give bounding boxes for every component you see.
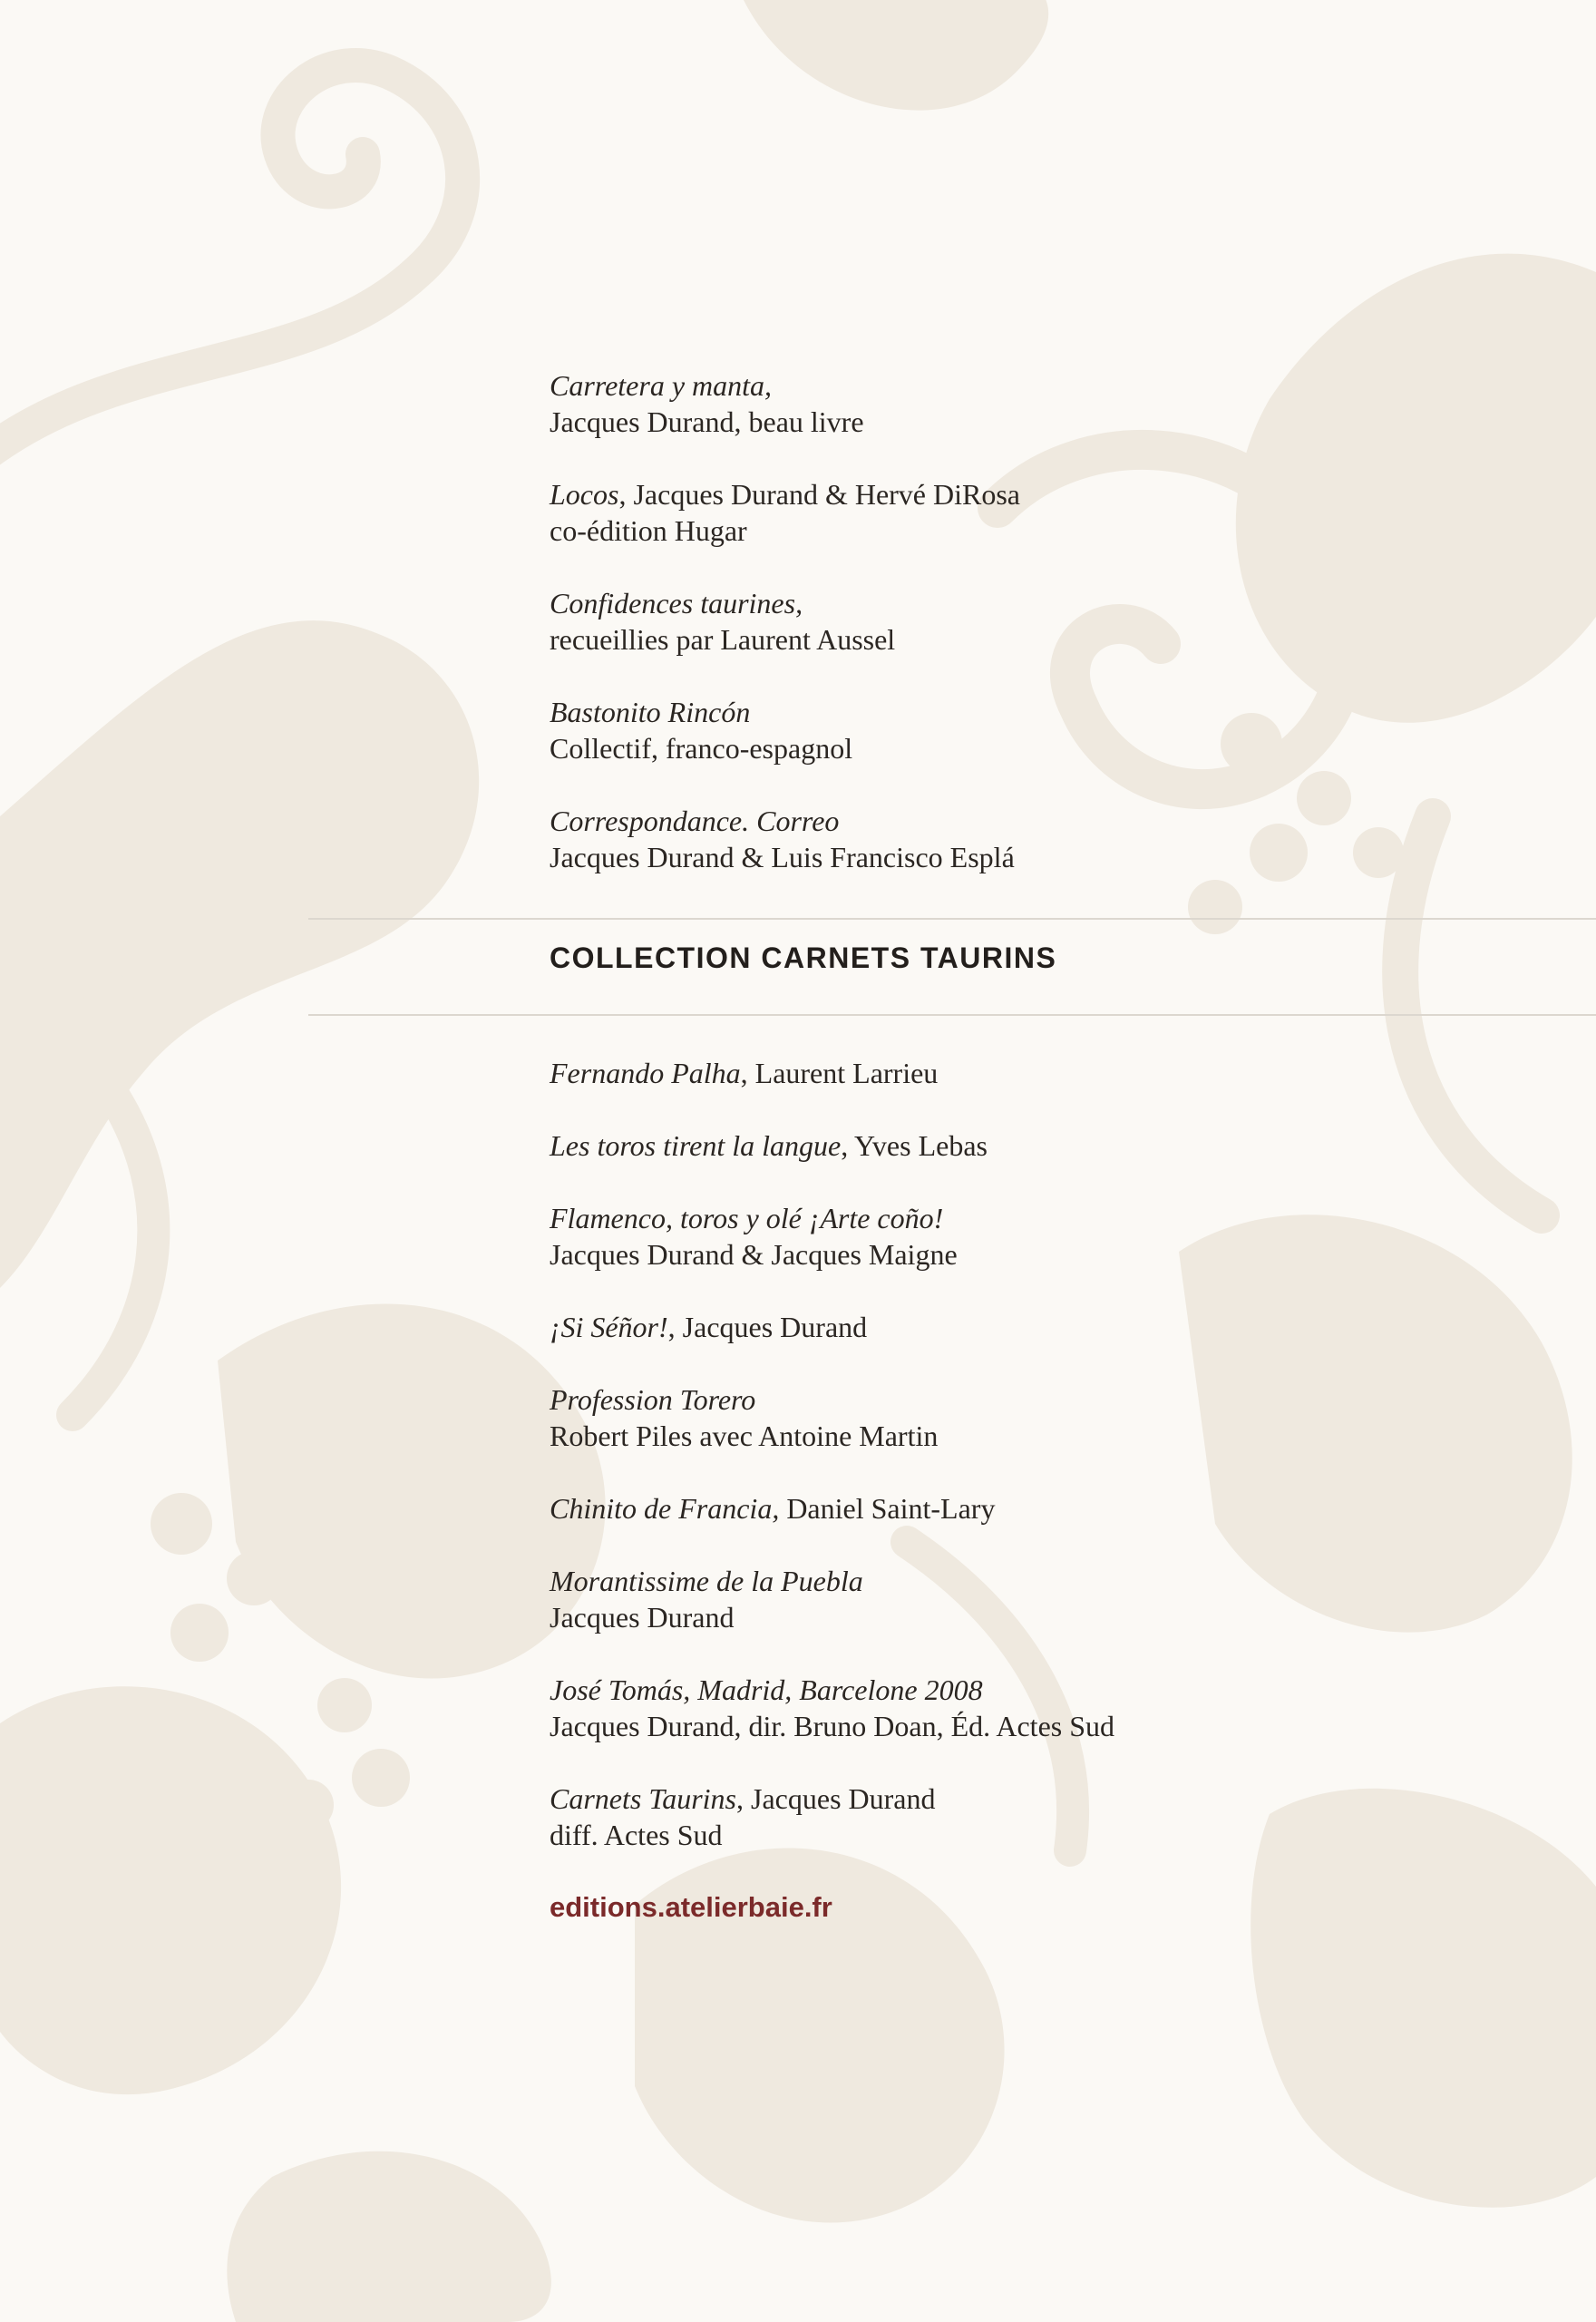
book-entry (550, 803, 1547, 875)
book-title: Correspondance. Correo (550, 805, 840, 837)
book-title-line (550, 1381, 1547, 1418)
book-author: , Jacques Durand (736, 1782, 936, 1815)
collection-book-entry (550, 1381, 1547, 1454)
book-title: ¡Si Séñor! (550, 1311, 668, 1343)
book-title-line (550, 1309, 1547, 1345)
collection-book-entry (550, 1563, 1547, 1635)
book-details: Jacques Durand (550, 1601, 735, 1634)
book-details: Jacques Durand, beau livre (550, 405, 864, 438)
leaf-shape (218, 1304, 606, 1679)
book-title: Flamenco, toros y olé ¡Arte coño! (550, 1202, 944, 1234)
book-title-line (550, 1055, 1547, 1091)
book-title: Les toros tirent la langue (550, 1129, 842, 1162)
collection-book-entry (550, 1127, 1547, 1164)
collection-heading: COLLECTION CARNETS TAURINS (550, 941, 1057, 974)
berry-dot (317, 1678, 372, 1732)
book-details: recueillies par Laurent Aussel (550, 623, 896, 656)
divider-top (308, 918, 1596, 920)
book-title: José Tomás, Madrid, Barcelone 2008 (550, 1673, 983, 1706)
book-title-line (550, 367, 1547, 404)
book-author: , Laurent Larrieu (740, 1057, 939, 1089)
book-title-line (550, 1672, 1547, 1708)
collection-book-entry (550, 1200, 1547, 1273)
divider-bottom (308, 1014, 1596, 1016)
book-entry (550, 367, 1547, 440)
collection-book-entry (550, 1781, 1547, 1853)
berry-dot (83, 972, 134, 1023)
book-title: Chinito de Francia, (550, 1492, 780, 1525)
berry-dot (170, 1604, 229, 1662)
collection-book-entry (550, 1490, 1547, 1527)
berry-dot (352, 1749, 410, 1807)
book-author: , Jacques Durand & Hervé DiRosa (618, 478, 1020, 511)
book-author: , Yves Lebas (841, 1129, 988, 1162)
berry-dot (151, 1493, 212, 1555)
book-author: Daniel Saint-Lary (779, 1492, 996, 1525)
berry-dot (227, 1551, 281, 1605)
book-title: Carnets Taurins (550, 1782, 736, 1815)
collection-book-entry (550, 1672, 1547, 1744)
book-details: diff. Actes Sud (550, 1819, 723, 1851)
book-details: Jacques Durand, dir. Bruno Doan, Éd. Actes Sud (550, 1710, 1115, 1742)
book-title: Carretera y manta, (550, 369, 773, 402)
book-title-line (550, 1781, 1547, 1817)
leaf-shape (0, 1686, 341, 2094)
book-title-line (550, 585, 1547, 621)
book-title: Confidences taurines, (550, 587, 803, 620)
book-entry (550, 585, 1547, 658)
book-entry (550, 476, 1547, 549)
book-title-line (550, 476, 1547, 512)
book-details: Jacques Durand & Jacques Maigne (550, 1238, 958, 1271)
book-details: Collectif, franco-espagnol (550, 732, 853, 765)
collection-book-entry (550, 1055, 1547, 1091)
book-details: Robert Piles avec Antoine Martin (550, 1420, 939, 1452)
book-details: Jacques Durand & Luis Francisco Esplá (550, 841, 1015, 873)
berry-dot (283, 1780, 334, 1830)
website-link[interactable]: editions.atelierbaie.fr (550, 1891, 832, 1923)
leaf-shape (744, 0, 1048, 111)
leaf-shape (0, 65, 462, 472)
book-title-line (550, 1490, 1547, 1527)
leaf-shape (227, 2151, 551, 2322)
book-entry (550, 694, 1547, 766)
books-list-top (550, 367, 1547, 875)
book-title-line (550, 1127, 1547, 1164)
book-author: , Jacques Durand (667, 1311, 868, 1343)
berry-dot (27, 916, 82, 971)
book-title-line (550, 1563, 1547, 1599)
book-title-line (550, 1200, 1547, 1236)
collection-book-entry (550, 1309, 1547, 1345)
book-title-line (550, 803, 1547, 839)
book-title-line (550, 694, 1547, 730)
book-title: Bastonito Rincón (550, 696, 751, 728)
book-title: Profession Torero (550, 1383, 756, 1416)
book-title: Morantissime de la Puebla (550, 1565, 863, 1597)
book-title: Locos (550, 478, 619, 511)
book-title: Fernando Palha (550, 1057, 741, 1089)
collection-books-list (550, 1055, 1547, 1926)
book-details: co-édition Hugar (550, 514, 747, 547)
berry-dot (1188, 880, 1242, 934)
